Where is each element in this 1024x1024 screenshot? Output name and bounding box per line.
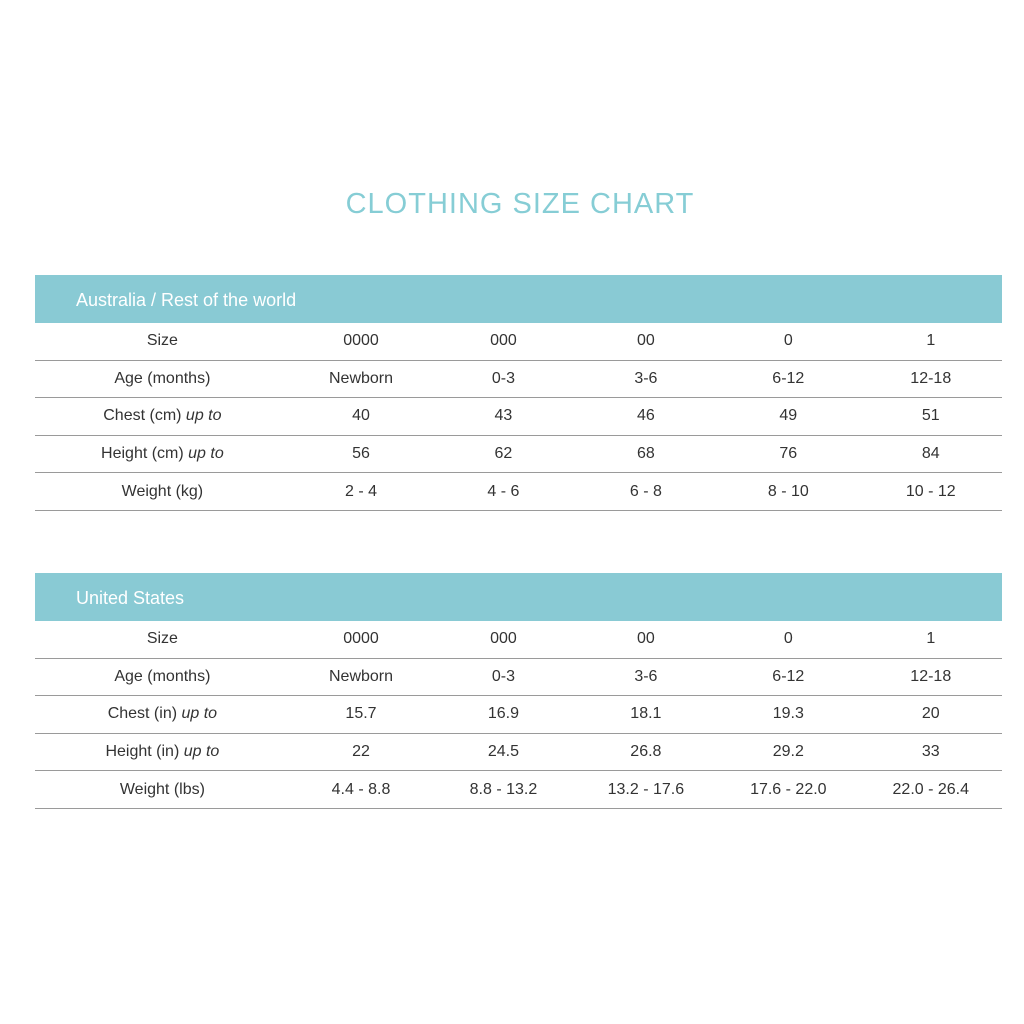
table-cell: Newborn [290,360,432,398]
table-cell: 1 [860,323,1002,360]
table-cell: 56 [290,435,432,473]
table-cell: 43 [432,398,574,436]
table-cell: 1 [860,621,1002,658]
table-cell: 4.4 - 8.8 [290,771,432,809]
table-cell: 0-3 [432,658,574,696]
row-label: Age (months) [35,658,290,696]
table-cell: 8.8 - 13.2 [432,771,574,809]
table-row [35,696,1002,734]
row-label: Height (in) up to [35,733,290,771]
table-cell: 6-12 [717,658,859,696]
row-label: Chest (in) up to [35,696,290,734]
table-row [35,473,1002,511]
table-cell: 0 [717,621,859,658]
table-cell: 46 [575,398,717,436]
table-cell: 12-18 [860,658,1002,696]
row-label: Chest (cm) up to [35,398,290,436]
table-cell: 18.1 [575,696,717,734]
table-cell: 00 [575,323,717,360]
table-cell: 62 [432,435,574,473]
table-cell: 29.2 [717,733,859,771]
table-cell: Newborn [290,658,432,696]
table-cell: 22 [290,733,432,771]
table-cell: 6-12 [717,360,859,398]
us-size-section [35,573,1002,809]
table-cell: 13.2 - 17.6 [575,771,717,809]
table-cell: 68 [575,435,717,473]
table-cell: 20 [860,696,1002,734]
table-cell: 000 [432,621,574,658]
table-cell: 76 [717,435,859,473]
row-label: Size [35,621,290,658]
australia-size-table [35,323,1002,511]
table-row [35,323,1002,360]
table-cell: 17.6 - 22.0 [717,771,859,809]
table-cell: 4 - 6 [432,473,574,511]
table-cell: 15.7 [290,696,432,734]
table-cell: 84 [860,435,1002,473]
table-cell: 8 - 10 [717,473,859,511]
row-label: Age (months) [35,360,290,398]
row-label: Weight (kg) [35,473,290,511]
table-cell: 2 - 4 [290,473,432,511]
table-cell: 10 - 12 [860,473,1002,511]
table-cell: 000 [432,323,574,360]
table-cell: 0-3 [432,360,574,398]
page-title: CLOTHING SIZE CHART [345,188,695,220]
table-row [35,771,1002,809]
table-cell: 3-6 [575,360,717,398]
table-row [35,621,1002,658]
table-row [35,398,1002,436]
table-row [35,360,1002,398]
table-cell: 0000 [290,621,432,658]
row-label: Size [35,323,290,360]
australia-size-section [35,275,1002,511]
table-cell: 22.0 - 26.4 [860,771,1002,809]
table-cell: 49 [717,398,859,436]
row-label: Weight (lbs) [35,771,290,809]
table-row [35,435,1002,473]
us-section-header: United States [35,573,1002,621]
table-cell: 00 [575,621,717,658]
table-cell: 19.3 [717,696,859,734]
table-cell: 33 [860,733,1002,771]
table-row [35,658,1002,696]
table-cell: 12-18 [860,360,1002,398]
table-cell: 24.5 [432,733,574,771]
table-cell: 16.9 [432,696,574,734]
table-cell: 40 [290,398,432,436]
table-cell: 26.8 [575,733,717,771]
table-cell: 0000 [290,323,432,360]
table-cell: 51 [860,398,1002,436]
us-size-table [35,621,1002,809]
row-label: Height (cm) up to [35,435,290,473]
australia-section-header: Australia / Rest of the world [35,275,1002,323]
table-cell: 6 - 8 [575,473,717,511]
table-row [35,733,1002,771]
table-cell: 0 [717,323,859,360]
table-cell: 3-6 [575,658,717,696]
